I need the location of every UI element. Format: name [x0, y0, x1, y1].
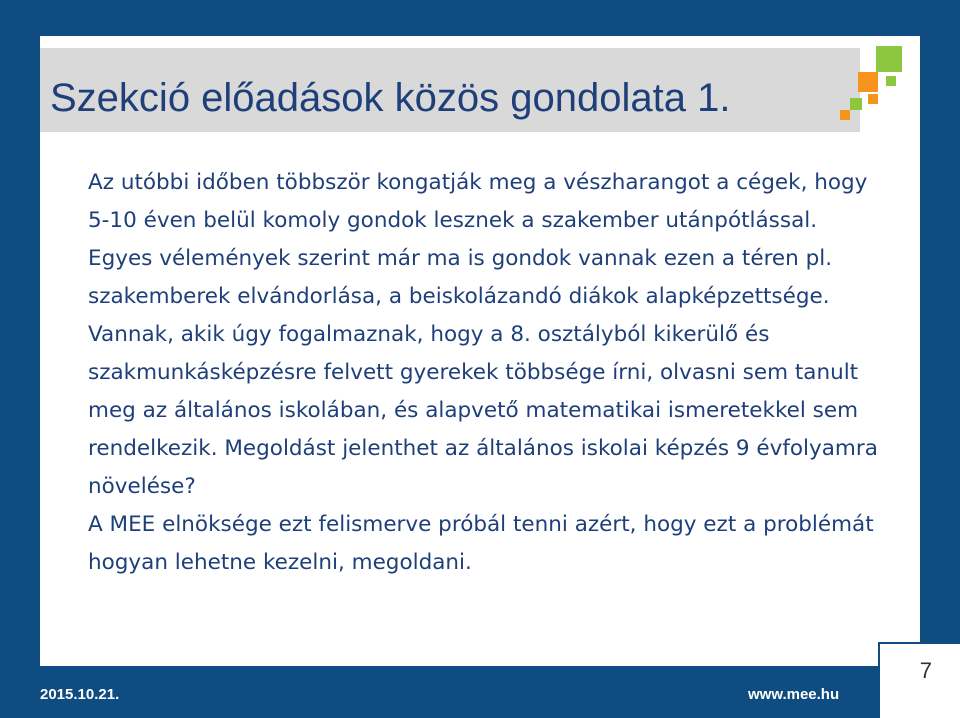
slide: [40, 36, 920, 666]
body-text: [88, 164, 888, 582]
paragraph-2: Vannak, akik úgy fogalmaznak, hogy a 8. osztályból kikerülő és szakmunkásképzésre felvett gyerekek többsége írni, olvasni sem tanult meg az általános iskolában, és alapvető matematikai ismeretekkel sem rendelkezik. Megoldást jelenthet az általános iskolai képzés 9 évfolyamra növelése?: [88, 322, 878, 499]
page-number: 7: [919, 658, 932, 683]
slide-title: Szekció előadások közös gondolata 1.: [50, 76, 731, 120]
logo-square-green-top: [876, 46, 902, 72]
paragraph-1: Az utóbbi időben többször kongatják meg a vészharangot a cégek, hogy 5-10 éven belül komoly gondok lesznek a szakember utánpótlással. Egyes vélemények szerint már ma is gondok vannak ezen a téren pl. szakemberek elvándorlása, a beiskolázandó diákok alapképzettsége.: [88, 170, 868, 309]
logo-square-orange-bottom: [840, 110, 850, 120]
logo-square-orange-mid: [858, 72, 878, 92]
logo-square-orange-small: [868, 94, 878, 104]
footer-url[interactable]: www.mee.hu: [748, 686, 840, 703]
logo-square-green-small: [886, 76, 896, 86]
mee-logo-icon: [838, 42, 910, 122]
footer-date: 2015.10.21.: [40, 686, 120, 703]
page-number-box: [878, 642, 960, 718]
paragraph-3: A MEE elnöksége ezt felismerve próbál tenni azért, hogy ezt a problémát hogyan lehetne kezelni, megoldani.: [88, 512, 874, 575]
logo-square-green-bottom: [850, 98, 862, 110]
